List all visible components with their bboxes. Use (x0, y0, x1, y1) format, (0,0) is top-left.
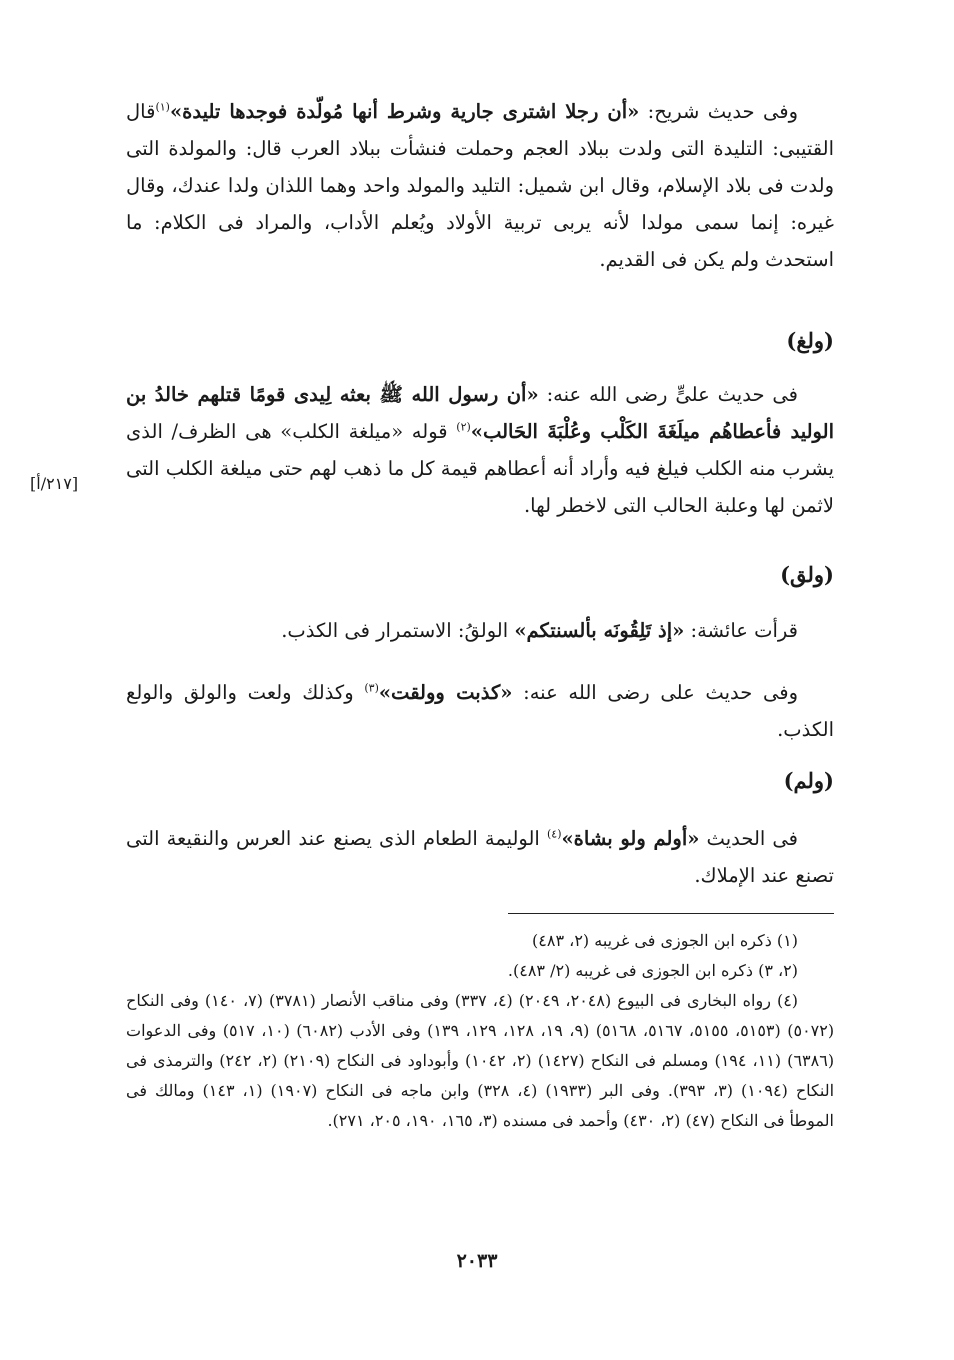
footnotes (126, 926, 834, 1136)
p3-intro: قرأت عائشة: (684, 619, 798, 642)
footnote-2-3: (٢، ٣) ذكره ابن الجوزى فى غريبه (٢/ ٤٨٣). (507, 961, 798, 980)
quran-quote: «إذ تَلِقُونَه بألسنتكم» (514, 619, 685, 642)
p4-text: وكذلك ولعت والولق والولع الكذب. (126, 681, 834, 741)
p4-intro: وفى حديث على رضى الله عنه: (512, 681, 799, 704)
page-number: ٢٠٣٣ (456, 1250, 498, 1272)
paragraph-shurayh (126, 93, 834, 278)
footnote-ref: (٤) (546, 827, 562, 841)
paragraph-ali (126, 376, 834, 524)
footnote-4: (٤) رواه البخارى فى البيوع (٢٠٤٨، ٢٠٤٩) (٤، ٣٣٧) وفى مناقب الأنصار (٣٧٨١) (٧، ١٤٠) وفى النكاح (٥٠٧٢) (٥١٥٣، ٥١٥٥، ٥١٦٧، ٥١٦٨) (٩، ١٩، ١٢٨، ١٢٩، ١٣٩) وفى الأدب (٦٠٨٢) (١٠، ٥١٧) وفى الدعوات (٦٣٨٦) (١١، ١٩٤) ومسلم فى النكاح (١٤٢٧) (٢، ١٠٤٢) وأبوداود فى النكاح (٢١٠٩) (٢، ٢٤٢) والترمذى فى النكاح (١٠٩٤) (٣، ٣٩٣). وفى البر (١٩٣٣) (٤، ٣٢٨) وابن ماجه فى النكاح (١٩٠٧) (١، ١٤٣) ومالك فى الموطأ فى النكاح (٤٧) (٢، ٤٣٠) وأحمد فى مسنده (٣، ١٦٥، ١٩٠، ٢٠٥، ٢٧١). (126, 991, 835, 1130)
hadith-quote: «أن رجلا اشترى جارية وشرط أنها مُولّدة فوجدها تليدة» (169, 100, 640, 123)
footnote-ref: (٣) (364, 681, 379, 695)
footnote-ref: (٢) (456, 420, 471, 434)
entry-heading-walaqa: (ولق) (780, 562, 834, 587)
footnote-1: (١) ذكره ابن الجوزى فى غريبه (٢، ٤٨٣) (532, 931, 798, 950)
p5-intro: فى الحديث (699, 827, 798, 850)
hadith-quote: «أولم ولو بشاة» (561, 827, 700, 850)
entry-heading-walama: (ولم) (783, 768, 834, 793)
paragraph-walima (126, 820, 834, 894)
p2-intro: فى حديث علىٍّ رضى الله عنه: (538, 383, 798, 406)
p2-text: قوله «ميلغة الكلب» هى الظرف/ الذى يشرب منه الكلب فيلغ فيه وأراد أنه أعطاهم قيمة كل ما ذهب لهم حتى ميلغة الكلب التى لاثمن لها وعلبة الحالب التى لاخطر لها. (126, 420, 834, 517)
p1-text: قال القتيبى: التليدة التى ولدت ببلاد العجم وحملت فنشأت ببلاد العرب قال: والمولدة التى ولدت فى بلاد الإسلام، وقال ابن شميل: التليد والمولد واحد وهما اللذان ولدا عندك، وقال غيره: إنما سمى مولدا لأنه يربى تربية الأولاد ويُعلم الأداب، والمراد فى الكلام: ما استحدث ولم يكن فى القديم. (126, 100, 834, 271)
hadith-quote: «كذبت وولقت» (378, 681, 513, 704)
entry-heading-walagha: (ولغ) (786, 328, 834, 353)
p3-text: الولقُ: الاستمرار فى الكذب. (281, 619, 515, 642)
hadith-quote: «أن رسول الله ﷺ بعثه لِيدى قومًا قتلهم خالدُ بن الوليد فأعطاهُم ميلَغَةَ الكَلْب وعُلْبَةَ الحَالب» (126, 383, 834, 443)
footnote-ref: (١) (155, 100, 170, 114)
paragraph-ali-kadhabta (126, 674, 834, 748)
p5-text: الوليمة الطعام الذى يصنع عند العرس والنقيعة التى تصنع عند الإملاك. (126, 827, 834, 887)
footnote-separator (508, 913, 834, 914)
paragraph-aisha (126, 612, 834, 649)
manuscript-folio-marker: [٢١٧/أ] (30, 474, 79, 493)
p1-intro: وفى حديث شريح: (639, 100, 798, 123)
